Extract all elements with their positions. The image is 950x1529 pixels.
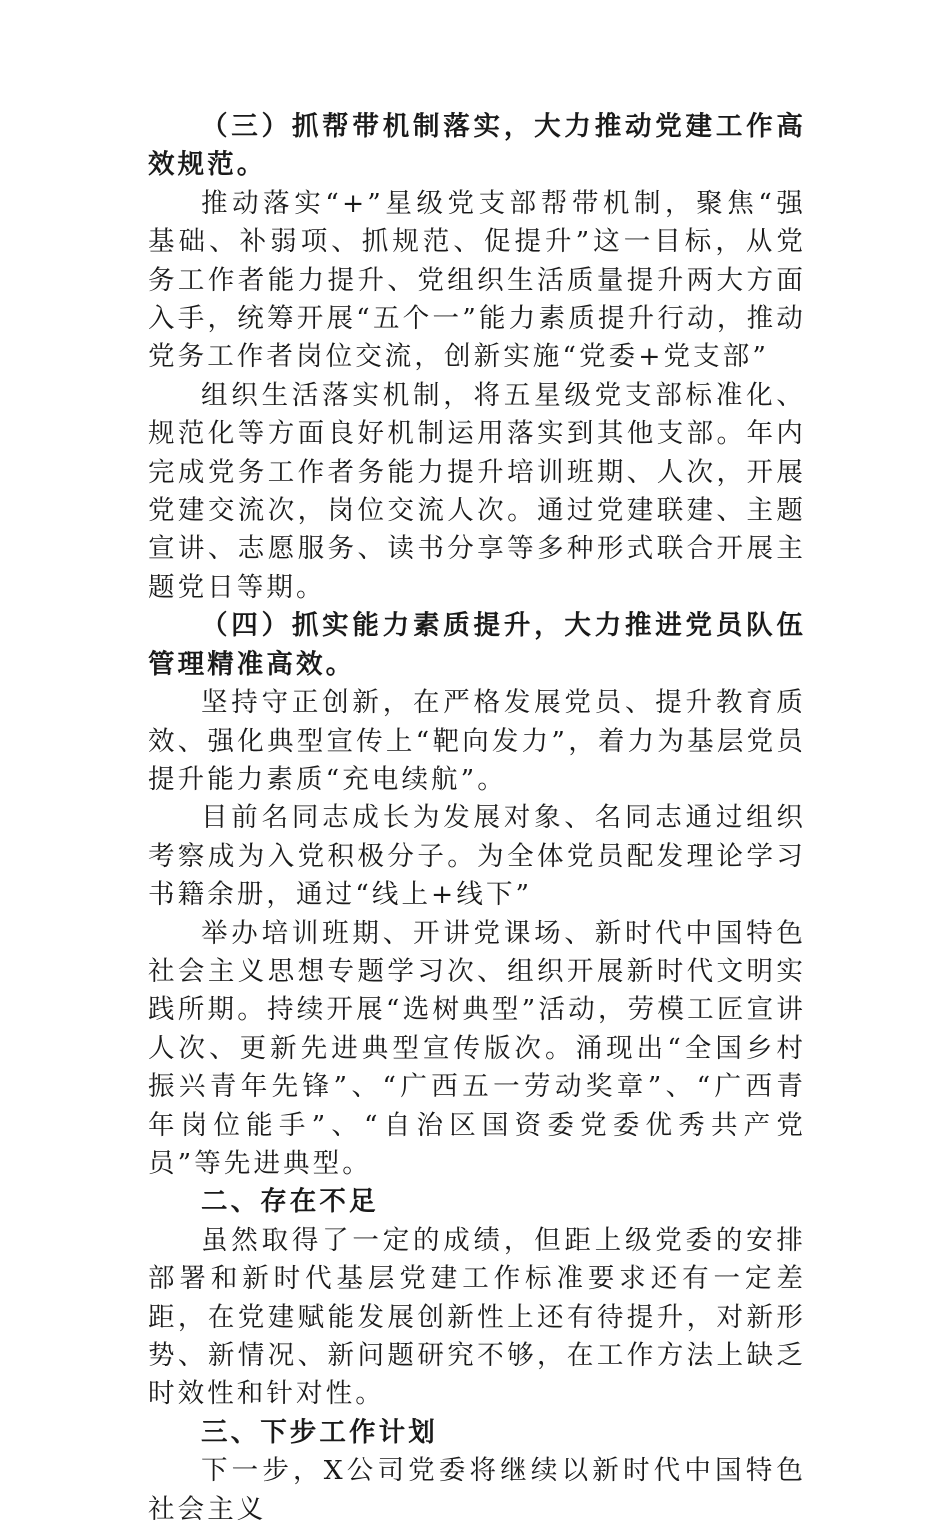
body-paragraph: 虽然取得了一定的成绩，但距上级党委的安排部署和新时代基层党建工作标准要求还有一定差距，在党建赋能发展创新性上还有待提升，对新形势、新情况、新问题研究不够，在工作方法上缺乏时效性和针对性。 xyxy=(148,1224,806,1410)
body-paragraph: 坚持守正创新，在严格发展党员、提升教育质效、强化典型宣传上“靶向发力”，着力为基层党员提升能力素质“充电续航”。 xyxy=(148,687,806,795)
section-heading-4: （四）抓实能力素质提升，大力推进党员队伍管理精准高效。 xyxy=(148,610,806,680)
chapter-heading-next-steps: 三、下步工作计划 xyxy=(201,1416,438,1448)
body-paragraph: 推动落实“+”星级党支部帮带机制，聚焦“强基础、补弱项、抓规范、促提升”这一目标，从党务工作者能力提升、党组织生活质量提升两大方面入手，统筹开展“五个一”能力素质提升行动，推动党务工作者岗位交流，创新实施“党委+党支部” xyxy=(148,187,806,373)
body-paragraph: 目前名同志成长为发展对象、名同志通过组织考察成为入党积极分子。为全体党员配发理论学习书籍余册，通过“线上+线下” xyxy=(148,802,806,911)
document-page xyxy=(148,108,806,1529)
body-paragraph: 举办培训班期、开讲党课场、新时代中国特色社会主义思想专题学习次、组织开展新时代文明实践所期。持续开展“选树典型”活动，劳模工匠宣讲人次、更新先进典型宣传版次。涌现出“全国乡村振兴青年先锋”、“广西五一劳动奖章”、“广西青年岗位能手”、“自治区国资委党委优秀共产党员”等先进典型。 xyxy=(148,917,806,1179)
section-heading-3: （三）抓帮带机制落实，大力推动党建工作高效规范。 xyxy=(148,111,806,181)
body-paragraph: 下一步，X公司党委将继续以新时代中国特色社会主义 xyxy=(148,1455,806,1525)
chapter-heading-shortcomings: 二、存在不足 xyxy=(201,1186,379,1218)
body-paragraph: 组织生活落实机制，将五星级党支部标准化、规范化等方面良好机制运用落实到其他支部。年内完成党务工作者务能力提升培训班期、人次，开展党建交流次，岗位交流人次。通过党建联建、主题宣讲、志愿服务、读书分享等多种形式联合开展主题党日等期。 xyxy=(148,379,806,603)
